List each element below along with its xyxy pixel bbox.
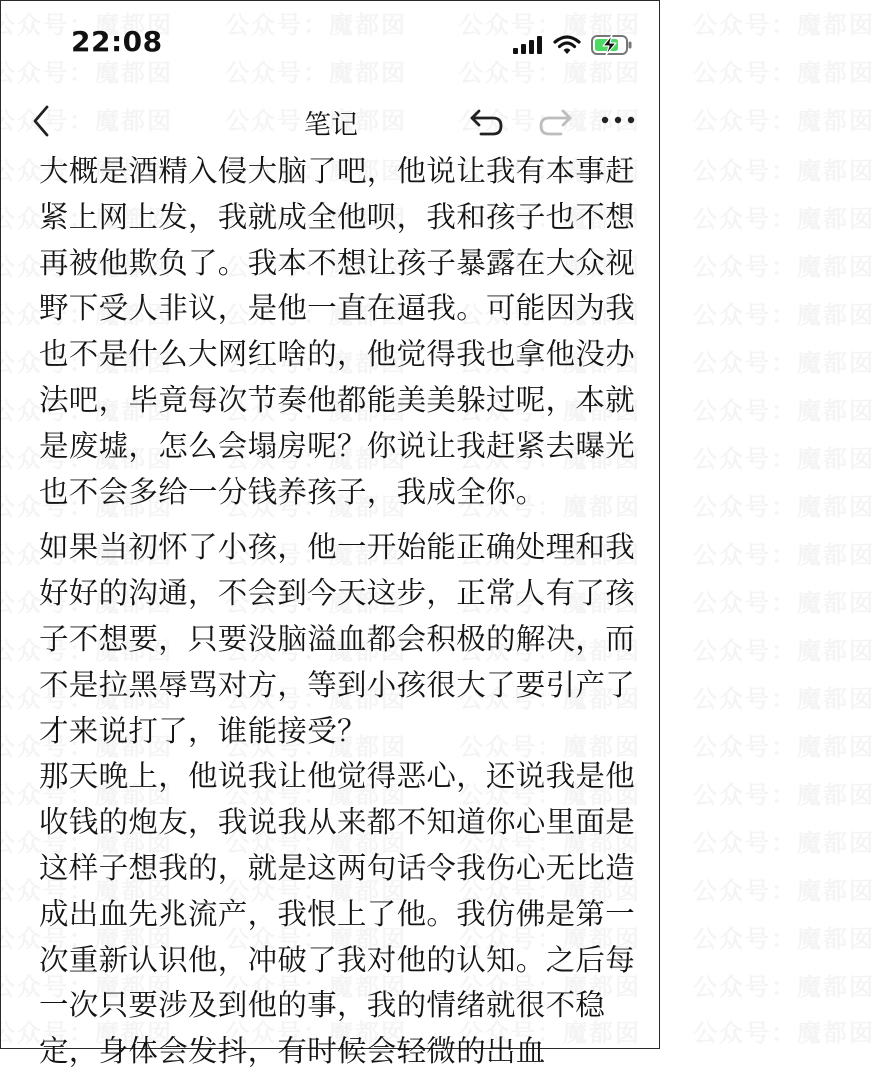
status-icons <box>513 34 633 56</box>
more-options-icon[interactable] <box>597 105 643 135</box>
wifi-icon <box>553 34 581 56</box>
note-paragraph <box>39 149 636 515</box>
watermark-text <box>693 973 875 1001</box>
watermark-text <box>693 445 875 473</box>
note-line: 法吧，毕竟每次节奏他都能美美躲过呢，本就 <box>39 382 636 417</box>
note-line: 也不是什么大网红啥的，他觉得我也拿他没办 <box>39 337 636 372</box>
note-line: 成出血先兆流产，我恨上了他。我仿佛是第一 <box>39 896 636 931</box>
note-line: 紧上网上发，我就成全他呗，我和孩子也不想 <box>39 199 636 234</box>
watermark-text <box>693 205 875 233</box>
watermark-text <box>693 637 875 665</box>
status-bar <box>1 1 661 91</box>
watermark-text <box>693 253 875 281</box>
note-line: 这样子想我的，就是这两句话令我伤心无比造 <box>39 850 636 885</box>
watermark-text <box>693 11 875 39</box>
watermark-text <box>693 877 875 905</box>
watermark-text <box>693 107 875 135</box>
note-paragraph <box>39 754 636 1075</box>
nav-bar <box>1 93 661 149</box>
note-line: 野下受人非议，是他一直在逼我。可能因为我 <box>39 291 636 326</box>
undo-icon[interactable] <box>467 105 507 139</box>
note-line: 好好的沟通，不会到今天这步，正常人有了孩 <box>39 576 636 611</box>
watermark-text <box>693 349 875 377</box>
watermark-text <box>693 733 875 761</box>
watermark-text <box>693 157 875 185</box>
note-line: 不是拉黑辱骂对方，等到小孩很大了要引产了 <box>39 667 636 702</box>
note-paragraph <box>39 525 636 754</box>
watermark-text <box>693 829 875 857</box>
note-line: 也不会多给一分钱养孩子，我成全你。 <box>39 474 546 509</box>
watermark-text <box>693 59 875 87</box>
watermark-text <box>693 541 875 569</box>
watermark-text <box>693 493 875 521</box>
watermark-text <box>693 1019 875 1047</box>
watermark-text <box>693 685 875 713</box>
note-line: 子不想要，只要没脑溢血都会积极的解决，而 <box>39 621 636 656</box>
redo-icon[interactable] <box>535 105 575 139</box>
status-time: 22:08 <box>71 25 163 58</box>
page-title: 笔记 <box>304 110 358 141</box>
note-line: 才来说打了，谁能接受？ <box>39 713 367 748</box>
note-line: 收钱的炮友，我说我从来都不知道你心里面是 <box>39 805 636 840</box>
watermark-text <box>693 301 875 329</box>
note-line: 次重新认识他，冲破了我对他的认知。之后每 <box>39 942 636 977</box>
note-line: 是废墟，怎么会塌房呢？你说让我赶紧去曝光 <box>39 428 636 463</box>
watermark-text <box>693 781 875 809</box>
note-line: 一次只要涉及到他的事，我的情绪就很不稳 <box>39 988 606 1023</box>
note-body[interactable] <box>39 149 636 1075</box>
battery-charging-icon <box>591 34 633 56</box>
note-line: 再被他欺负了。我本不想让孩子暴露在大众视 <box>39 245 636 280</box>
note-line: 定，身体会发抖，有时候会轻微的出血 <box>39 1034 546 1069</box>
watermark-text <box>693 925 875 953</box>
note-line: 大概是酒精入侵大脑了吧，他说让我有本事赶 <box>39 154 636 188</box>
watermark-text <box>693 589 875 617</box>
cellular-signal-icon <box>513 35 543 55</box>
watermark-text <box>693 397 875 425</box>
note-line: 如果当初怀了小孩，他一开始能正确处理和我 <box>39 530 636 565</box>
note-line: 那天晚上，他说我让他觉得恶心，还说我是他 <box>39 759 636 794</box>
